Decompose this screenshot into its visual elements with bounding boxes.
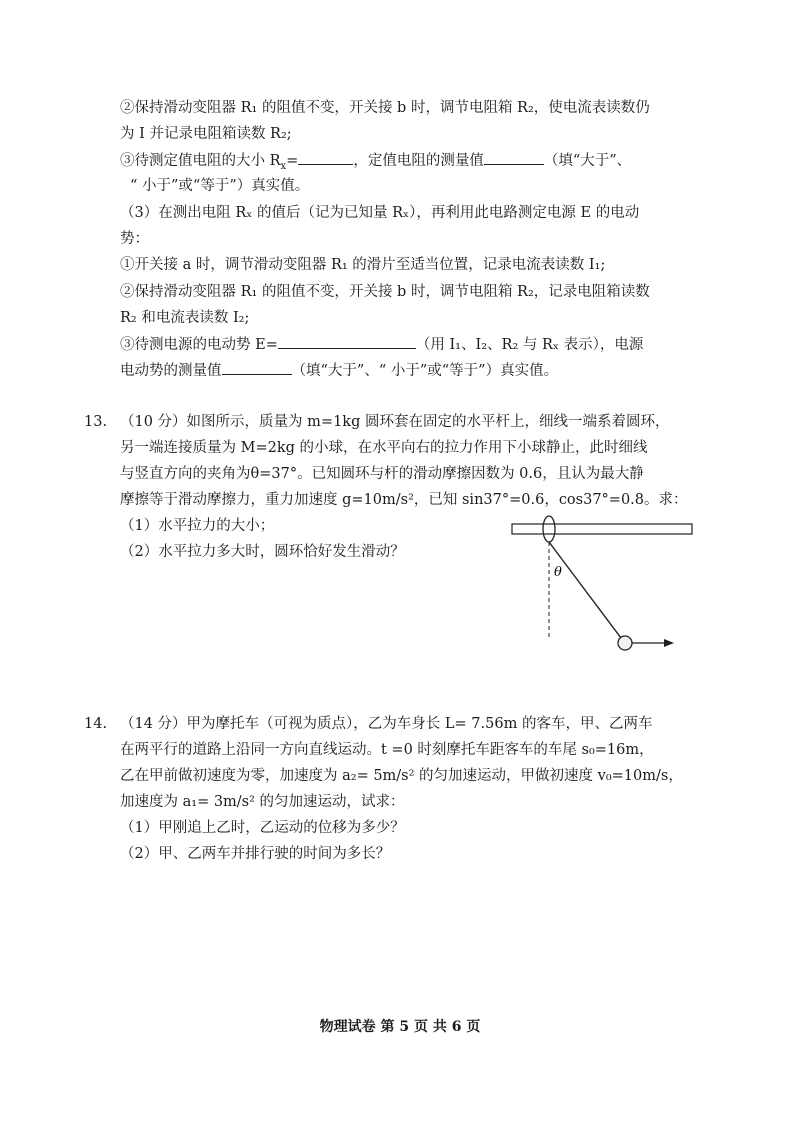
answer-blank-emf[interactable]	[278, 334, 416, 349]
string	[549, 542, 621, 638]
answer-blank-rx[interactable]	[298, 150, 353, 165]
theta-label: θ	[554, 565, 562, 580]
q12-step2-line2: 为 I 并记录电阻箱读数 R₂;	[120, 126, 292, 142]
q13-line2: 另一端连接质量为 M=2kg 的小球，在水平向右的拉力作用下小球静止，此时细线	[120, 440, 648, 456]
q12-part3-line2: 势：	[120, 231, 149, 247]
horizontal-rod	[512, 524, 692, 534]
q12-s3-text-b: （用 I₁、I₂、R₂ 与 Rₓ 表示），电源	[415, 337, 644, 353]
q14-line1: （14 分）甲为摩托车（可视为质点），乙为车身长 L= 7.56m 的客车，甲、乙两车	[120, 716, 653, 732]
q12-s3-text-a: ③待测电源的电动势 E=	[120, 337, 278, 353]
q14-line4: 加速度为 a₁= 3m/s² 的匀加速运动，试求：	[120, 794, 405, 810]
q13-line4: 摩擦等于滑动摩擦力，重力加速度 g=10m/s²，已知 sin37°=0.6，cos37°=0.8。求：	[120, 492, 688, 508]
q12-part3-line1: （3）在测出电阻 Rₓ 的值后（记为已知量 Rₓ），再利用此电路测定电源 E 的电动	[120, 205, 640, 221]
q12-step3-text-c: ，定值电阻的测量值	[353, 153, 484, 169]
q13-sub2: （2）水平拉力多大时，圆环恰好发生滑动？	[120, 544, 405, 560]
q12-step3-text-b: =	[286, 153, 299, 169]
q13-number: 13.	[84, 414, 108, 430]
q12-step3-line1	[120, 150, 631, 171]
answer-blank-emf-measured[interactable]	[222, 360, 292, 375]
q14-sub2: （2）甲、乙两车并排行驶的时间为多长？	[120, 846, 391, 862]
force-arrow-head	[664, 639, 674, 647]
q12-step2-line1: ②保持滑动变阻器 R₁ 的阻值不变，开关接 b 时，调节电阻箱 R₂，使电流表读数仍	[120, 100, 650, 116]
q12-step3-line2: “ 小于”或“等于”）真实值。	[130, 178, 310, 194]
q14-sub1: （1）甲刚追上乙时，乙运动的位移为多少？	[120, 820, 405, 836]
q12-s3-line2-text-a: 电动势的测量值	[120, 363, 222, 379]
q14-line2: 在两平行的道路上沿同一方向直线运动。t =0 时刻摩托车距客车的车尾 s₀=16m，	[120, 742, 654, 758]
q12-step3-sub: x	[280, 160, 287, 172]
q12-s1: ①开关接 a 时，调节滑动变阻器 R₁ 的滑片至适当位置，记录电流表读数 I₁;	[120, 257, 606, 273]
q12-step3-text-d: （填“大于”、	[543, 153, 632, 169]
q14-line3: 乙在甲前做初速度为零，加速度为 a₂= 5m/s² 的匀加速运动，甲做初速度 v₀=10m/s，	[120, 768, 683, 784]
ball	[618, 636, 632, 650]
q12-step3-text-a: ③待测定值电阻的大小 R	[120, 153, 281, 169]
page-footer: 物理试卷 第 5 页 共 6 页	[319, 1019, 481, 1035]
q13-line1: （10 分）如图所示，质量为 m=1kg 圆环套在固定的水平杆上，细线一端系着圆环，	[120, 414, 670, 430]
q12-s3-line2	[120, 360, 558, 381]
ring-rod-ball-figure	[508, 512, 698, 652]
q12-s2-line2: R₂ 和电流表读数 I₂;	[120, 310, 250, 326]
q13-sub1: （1）水平拉力的大小；	[120, 518, 275, 534]
q13-line3: 与竖直方向的夹角为θ=37°。已知圆环与杆的滑动摩擦因数为 0.6，且认为最大静	[120, 466, 644, 482]
q14-number: 14.	[84, 716, 108, 732]
q12-s2-line1: ②保持滑动变阻器 R₁ 的阻值不变，开关接 b 时，调节电阻箱 R₂，记录电阻箱读数	[120, 284, 650, 300]
q12-s3-line2-text-b: （填“大于”、“ 小于”或“等于”）真实值。	[291, 363, 559, 379]
answer-blank-measured-r[interactable]	[484, 150, 544, 165]
q12-s3-line1	[120, 334, 643, 355]
